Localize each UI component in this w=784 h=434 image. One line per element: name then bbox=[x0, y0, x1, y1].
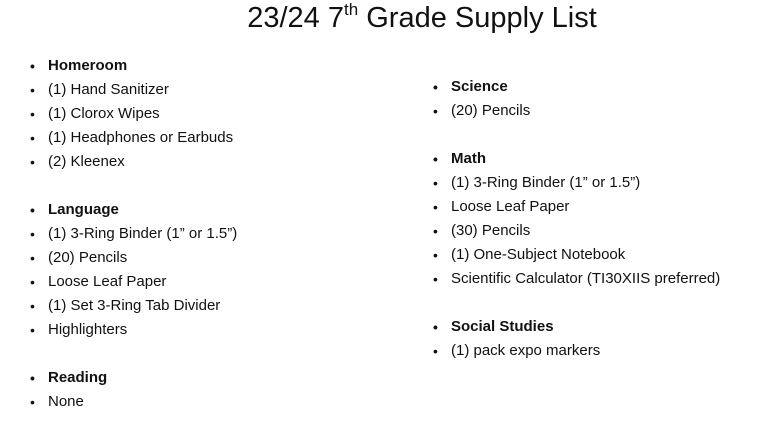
section-spacer bbox=[30, 342, 237, 366]
list-item: • (1) Clorox Wipes bbox=[30, 102, 237, 126]
math-list bbox=[433, 147, 720, 291]
science-list bbox=[433, 75, 720, 123]
title-main: 23/24 7 bbox=[247, 2, 344, 34]
list-item: • (1) Headphones or Earbuds bbox=[30, 126, 237, 150]
language-header: • Language bbox=[30, 198, 237, 222]
list-item: • (1) Set 3-Ring Tab Divider bbox=[30, 294, 237, 318]
title-rest: Grade Supply List bbox=[358, 2, 597, 34]
list-item: • (30) Pencils bbox=[433, 219, 720, 243]
list-item: • Scientific Calculator (TI30XIIS preferred) bbox=[433, 267, 720, 291]
list-item: • None bbox=[30, 390, 237, 414]
list-item: • (1) 3-Ring Binder (1” or 1.5”) bbox=[30, 222, 237, 246]
social-studies-list bbox=[433, 315, 720, 363]
list-item: • (1) 3-Ring Binder (1” or 1.5”) bbox=[433, 171, 720, 195]
math-header: • Math bbox=[433, 147, 720, 171]
homeroom-list bbox=[30, 54, 237, 174]
list-item: • Highlighters bbox=[30, 318, 237, 342]
list-item: • (20) Pencils bbox=[30, 246, 237, 270]
science-header: • Science bbox=[433, 75, 720, 99]
list-item: • (1) One-Subject Notebook bbox=[433, 243, 720, 267]
reading-header: • Reading bbox=[30, 366, 237, 390]
page-title bbox=[0, 0, 784, 36]
list-item: • Loose Leaf Paper bbox=[30, 270, 237, 294]
homeroom-header: • Homeroom bbox=[30, 54, 237, 78]
list-item: • Loose Leaf Paper bbox=[433, 195, 720, 219]
language-list bbox=[30, 198, 237, 342]
section-spacer bbox=[433, 123, 720, 147]
social-studies-header: • Social Studies bbox=[433, 315, 720, 339]
left-column bbox=[30, 54, 237, 414]
section-spacer bbox=[433, 291, 720, 315]
reading-list bbox=[30, 366, 237, 414]
list-item: • (1) pack expo markers bbox=[433, 339, 720, 363]
section-spacer bbox=[30, 174, 237, 198]
list-item: • (1) Hand Sanitizer bbox=[30, 78, 237, 102]
list-item: • (20) Pencils bbox=[433, 99, 720, 123]
list-item: • (2) Kleenex bbox=[30, 150, 237, 174]
right-column bbox=[433, 75, 720, 363]
title-superscript: th bbox=[344, 0, 359, 19]
